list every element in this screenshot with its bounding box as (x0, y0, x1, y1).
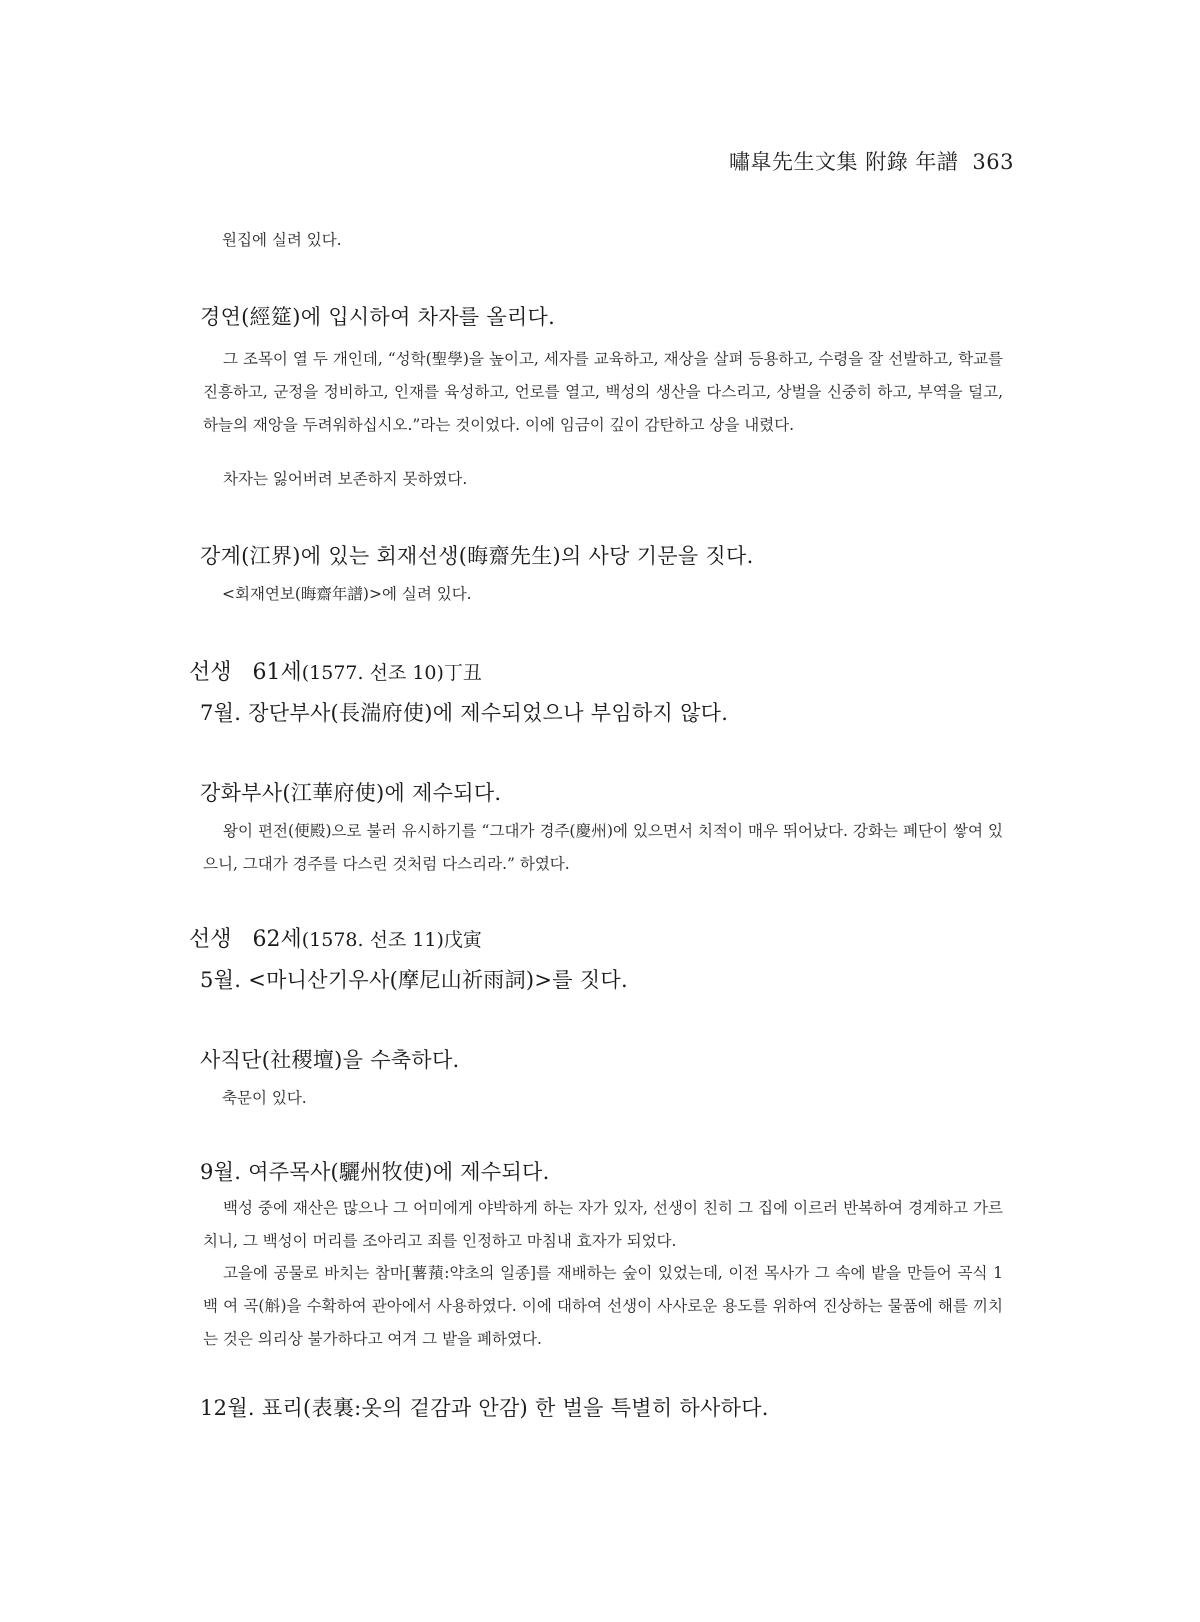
entry-paragraph: 차자는 잃어버려 보존하지 못하였다. (223, 470, 468, 488)
entry-paragraph: 고을에 공물로 바치는 참마[薯蕷:약초의 일종]를 재배하는 숲이 있었는데, 이전 목사가 그 속에 밭을 만들어 곡식 1백 여 곡(斛)을 수확하여 관아에서 사용하였다. 이에 대하여 선생이 사사로운 용도를 위하여 진상하는 물품에 해를 끼치는 것은 의리상 불가하다고 여겨 그 밭을 폐하였다. (203, 1264, 1003, 1348)
year-heading-age: 61세 (252, 660, 302, 685)
entry-heading: 12월. 표리(表裏:옷의 겉감과 안감) 한 벌을 특별히 하사하다. (200, 1396, 769, 1420)
year-heading-date: (1578. 선조 11)戊寅 (301, 929, 482, 951)
entry-heading: 9월. 여주목사(驪州牧使)에 제수되다. (200, 1160, 550, 1184)
entry-heading: 경연(經筵)에 입시하여 차자를 올리다. (200, 305, 556, 329)
year-heading (189, 922, 482, 953)
source-note: 축문이 있다. (222, 1089, 307, 1107)
entry-paragraph: 백성 중에 재산은 많으나 그 어미에게 야박하게 하는 자가 있자, 선생이 친히 그 집에 이르러 반복하여 경계하고 가르치니, 그 백성이 머리를 조아리고 죄를 인정하고 마침내 효자가 되었다. (203, 1199, 1003, 1250)
running-head-title: 嘯皐先生文集 附錄 年譜 (729, 150, 959, 174)
running-head (729, 146, 1014, 176)
entry-heading: 7월. 장단부사(長湍府使)에 제수되었으나 부임하지 않다. (200, 701, 729, 725)
entry-paragraph: 왕이 편전(便殿)으로 불러 유시하기를 “그대가 경주(慶州)에 있으면서 치적이 매우 뛰어났다. 강화는 폐단이 쌓여 있으니, 그대가 경주를 다스린 것처럼 다스리라.” 하였다. (203, 822, 1003, 873)
entry-heading: 강계(江界)에 있는 회재선생(晦齋先生)의 사당 기문을 짓다. (200, 544, 754, 568)
year-heading (189, 655, 482, 686)
year-heading-label: 선생 (189, 660, 232, 685)
source-note: 원집에 실려 있다. (222, 231, 342, 249)
entry-heading: 사직단(社稷壇)을 수축하다. (200, 1048, 460, 1072)
entry-heading: 강화부사(江華府使)에 제수되다. (200, 781, 502, 805)
page-number: 363 (972, 150, 1014, 174)
entry-paragraph: 그 조목이 열 두 개인데, “성학(聖學)을 높이고, 세자를 교육하고, 재상을 살펴 등용하고, 수령을 잘 선발하고, 학교를 진흥하고, 군정을 정비하고, 인재를 육성하고, 언로를 열고, 백성의 생산을 다스리고, 상벌을 신중히 하고, 부역을 덜고, 하늘의 재앙을 두려워하십시오.”라는 것이었다. 이에 임금이 깊이 감탄하고 상을 내렸다. (203, 350, 1003, 434)
year-heading-age: 62세 (252, 927, 302, 952)
year-heading-label: 선생 (189, 927, 232, 952)
source-note: <회재연보(晦齋年譜)>에 실려 있다. (222, 585, 472, 603)
entry-heading: 5월. <마니산기우사(摩尼山祈雨詞)>를 짓다. (200, 968, 628, 992)
year-heading-date: (1577. 선조 10)丁丑 (301, 662, 482, 684)
